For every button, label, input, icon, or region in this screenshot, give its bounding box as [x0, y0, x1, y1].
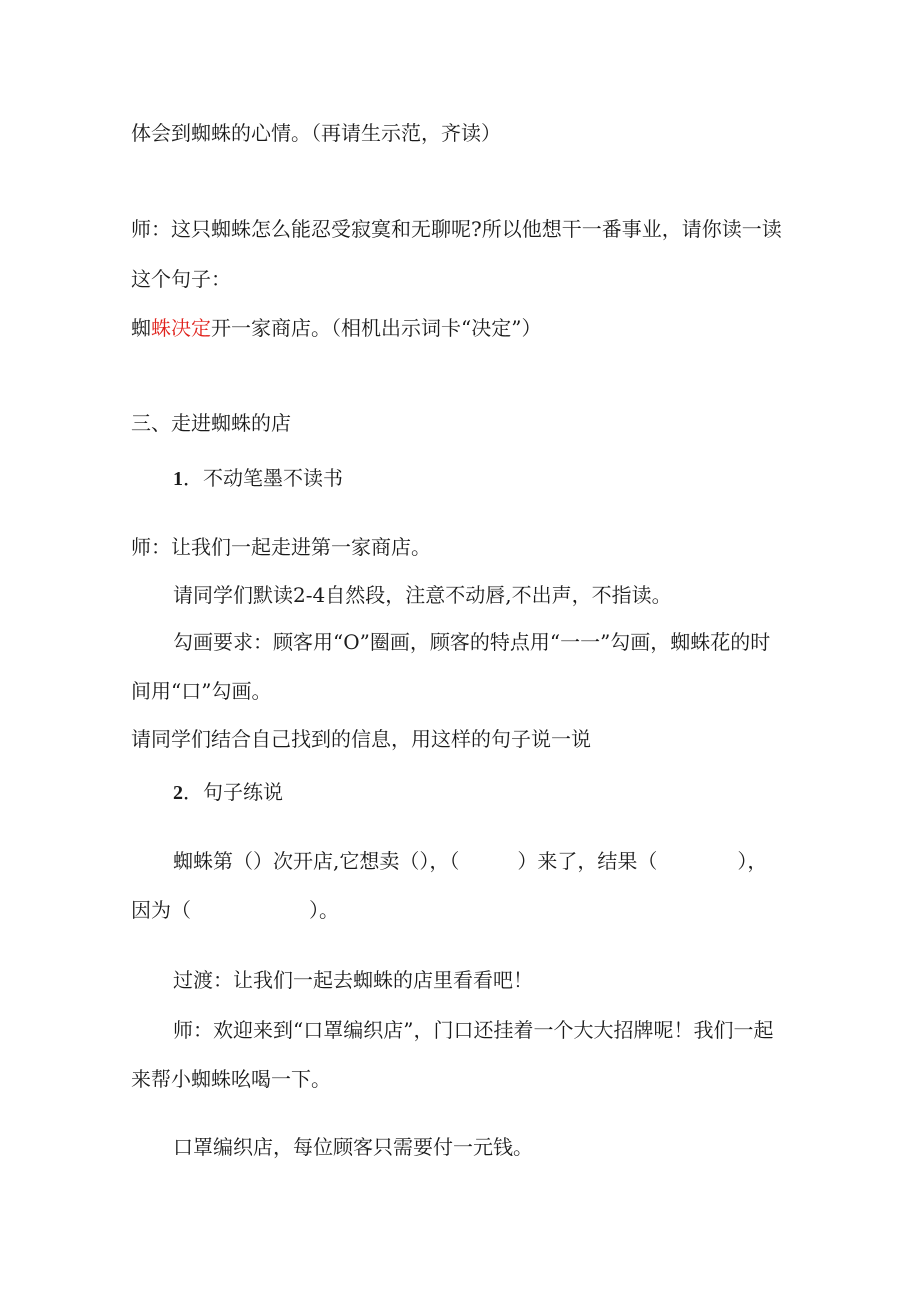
subsection-number: 2	[173, 782, 183, 804]
subsection-title: ．不动笔墨不读书	[183, 466, 343, 490]
paragraph-line: 口罩编织店，每位顾客只需要付一元钱。	[173, 1135, 533, 1159]
text-fragment: 蜘	[131, 316, 151, 340]
paragraph-line: 过渡：让我们一起去蜘蛛的店里看看吧！	[173, 968, 533, 992]
subsection-heading	[173, 466, 343, 491]
text-fragment: 开一家商店。（相机出示词卡“决定”）	[211, 316, 542, 340]
highlighted-text: 蛛决定	[151, 316, 211, 340]
paragraph-line: 师：这只蜘蛛怎么能忍受寂寞和无聊呢?所以他想干一番事业，请你读一读	[131, 217, 782, 241]
fill-in-sentence	[173, 849, 767, 873]
subsection-number: 1	[173, 468, 183, 490]
subsection-title: ．句子练说	[183, 780, 283, 804]
section-heading: 三、走进蜘蛛的店	[131, 411, 291, 435]
paragraph-line: 这个句子：	[131, 267, 231, 291]
paragraph-line: 请同学们默读2-4自然段，注意不动唇,不出声，不指读。	[173, 583, 672, 607]
fill-in-sentence	[131, 898, 339, 922]
text-fragment: ），	[737, 849, 768, 873]
text-fragment: 蜘蛛第（）次开店,它想卖（），（	[173, 849, 460, 873]
text-fragment: ）来了，结果（	[517, 849, 658, 873]
paragraph-line: 勾画要求：顾客用“O”圈画，顾客的特点用“一一”勾画，蜘蛛花的时	[173, 630, 771, 654]
subsection-heading	[173, 780, 283, 805]
paragraph-line: 请同学们结合自己找到的信息，用这样的句子说一说	[131, 727, 591, 751]
text-fragment: ）。	[309, 898, 339, 922]
paragraph-line: 间用“口”勾画。	[131, 679, 272, 703]
paragraph-line: 师：让我们一起走进第一家商店。	[131, 535, 431, 559]
text-fragment: 因为（	[131, 898, 191, 922]
paragraph-line	[131, 316, 541, 340]
paragraph-line: 体会到蜘蛛的心情。（再请生示范，齐读）	[131, 121, 501, 145]
paragraph-line: 来帮小蜘蛛吆喝一下。	[131, 1067, 331, 1091]
paragraph-line: 师：欢迎来到“口罩编织店”，门口还挂着一个大大招牌呢！我们一起	[173, 1018, 774, 1042]
